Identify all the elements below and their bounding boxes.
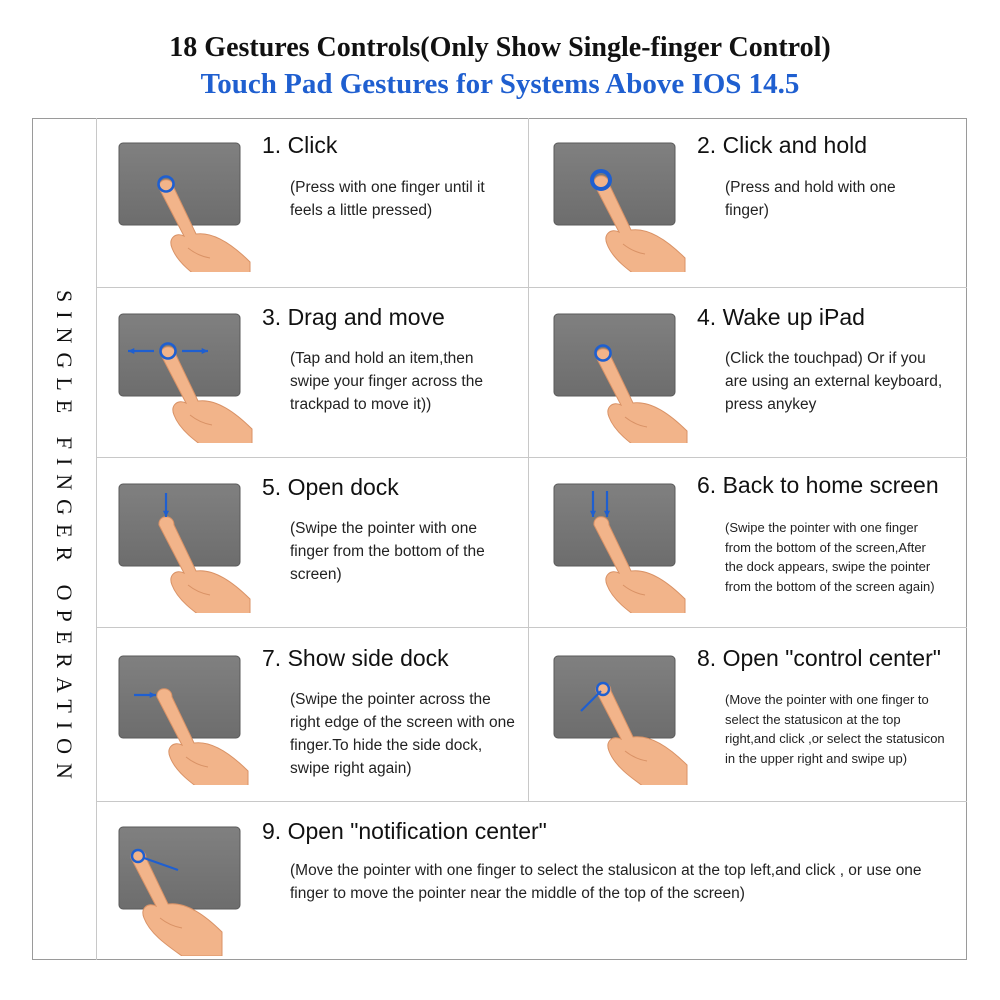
sidebar-label: SINGLE FINGER OPERATION — [52, 290, 77, 788]
gesture-heading: 9. Open "notification center" — [262, 818, 547, 844]
gesture-description: (Press and hold with one finger) — [725, 179, 896, 219]
gesture-description: (Tap and hold an item,then swipe your finger across the trackpad to move it)) — [290, 350, 483, 413]
row-divider — [96, 457, 967, 458]
row-divider — [96, 801, 967, 802]
gesture-description: (Swipe the pointer with one finger from the bottom of the screen) — [290, 520, 485, 583]
click-gesture-icon — [118, 142, 278, 277]
gesture-heading: 8. Open "control center" — [697, 645, 941, 671]
gesture-description: (Swipe the pointer with one finger from the bottom of the screen,After the dock appears, swipe the pointer from the bottom of the screen again) — [725, 520, 935, 594]
gesture-description: (Move the pointer with one finger to select the statusicon at the top right,and click ,or select the statusicon in the upper right and swipe up) — [725, 692, 945, 766]
wake-gesture-icon — [553, 313, 713, 448]
gesture-description: (Swipe the pointer across the right edge of the screen with one finger.To hide the side dock, swipe right again) — [290, 691, 515, 777]
page-subtitle: Touch Pad Gestures for Systems Above IOS 14.5 — [200, 68, 800, 100]
drag-gesture-icon — [118, 313, 278, 448]
swipe-top-left-gesture-icon — [118, 826, 278, 961]
sidebar-divider — [96, 118, 97, 960]
swipe-down-gesture-icon — [118, 483, 278, 618]
row-divider — [96, 287, 967, 288]
gesture-heading: 5. Open dock — [262, 474, 399, 500]
gesture-heading: 4. Wake up iPad — [697, 304, 865, 330]
gesture-description: (Press with one finger until it feels a little pressed) — [290, 179, 485, 219]
gesture-description: (Move the pointer with one finger to select the stalusicon at the top left,and click , or use one finger to move the pointer near the middle of the top of the screen) — [290, 862, 922, 902]
gesture-description: (Click the touchpad) Or if you are using an external keyboard, press anykey — [725, 350, 943, 413]
swipe-up-right-gesture-icon — [553, 655, 713, 790]
gesture-heading: 6. Back to home screen — [697, 472, 939, 498]
page-title: 18 Gestures Controls(Only Show Single-finger Control) — [169, 32, 831, 63]
swipe-right-gesture-icon — [118, 655, 278, 790]
gesture-heading: 7. Show side dock — [262, 645, 449, 671]
gesture-heading: 2. Click and hold — [697, 132, 868, 158]
gesture-heading: 3. Drag and move — [262, 304, 445, 330]
double-swipe-down-gesture-icon — [553, 483, 713, 618]
row-divider — [96, 627, 967, 628]
click-hold-gesture-icon — [553, 142, 713, 277]
column-divider — [528, 118, 529, 802]
gesture-heading: 1. Click — [262, 132, 338, 158]
